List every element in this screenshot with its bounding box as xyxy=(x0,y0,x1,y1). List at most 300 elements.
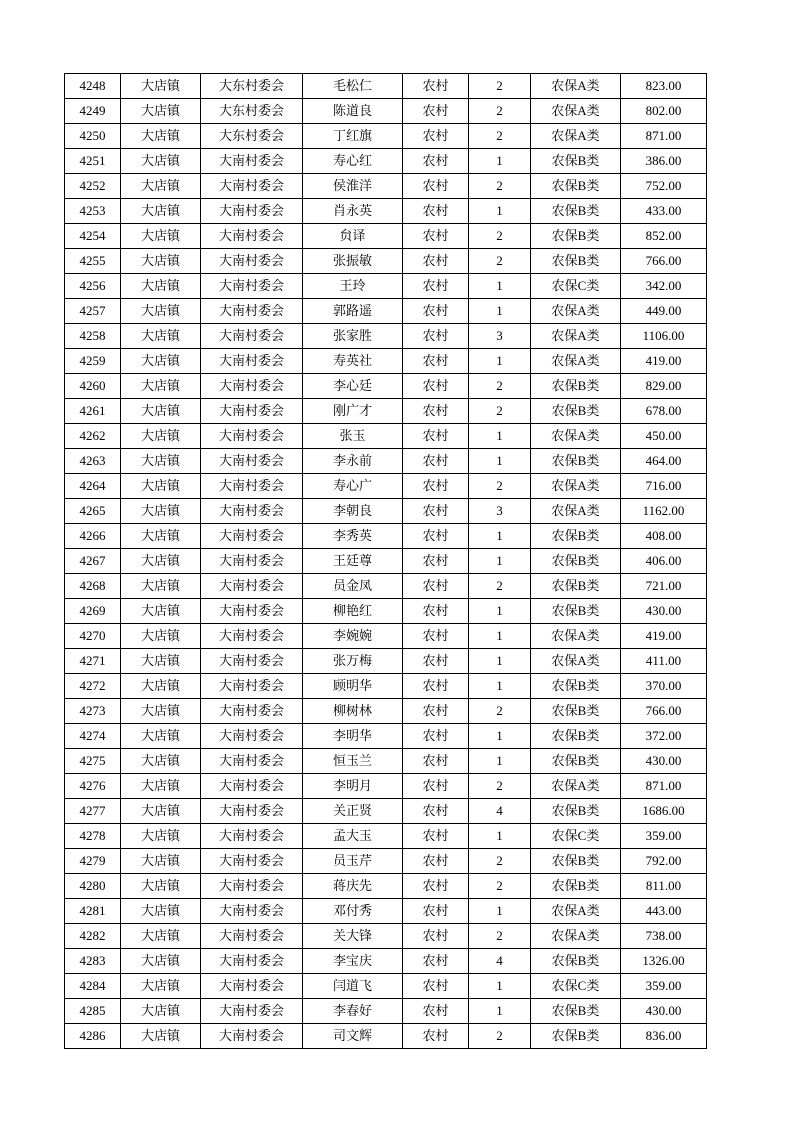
cell-residence-type: 农村 xyxy=(403,874,469,899)
cell-village-committee: 大南村委会 xyxy=(201,649,303,674)
cell-person-name: 王玲 xyxy=(303,274,403,299)
cell-insurance-class: 农保B类 xyxy=(531,874,621,899)
cell-insurance-class: 农保A类 xyxy=(531,324,621,349)
cell-person-count: 2 xyxy=(469,74,531,99)
cell-insurance-class: 农保B类 xyxy=(531,849,621,874)
table-row xyxy=(65,374,707,399)
cell-village-committee: 大南村委会 xyxy=(201,324,303,349)
cell-insurance-class: 农保B类 xyxy=(531,724,621,749)
cell-amount: 766.00 xyxy=(621,699,707,724)
table-row xyxy=(65,899,707,924)
table-row xyxy=(65,599,707,624)
cell-town: 大店镇 xyxy=(121,474,201,499)
cell-village-committee: 大南村委会 xyxy=(201,174,303,199)
cell-serial-number: 4270 xyxy=(65,624,121,649)
cell-amount: 372.00 xyxy=(621,724,707,749)
cell-town: 大店镇 xyxy=(121,74,201,99)
cell-insurance-class: 农保B类 xyxy=(531,374,621,399)
cell-amount: 721.00 xyxy=(621,574,707,599)
cell-amount: 738.00 xyxy=(621,924,707,949)
table-row xyxy=(65,974,707,999)
cell-amount: 359.00 xyxy=(621,824,707,849)
cell-serial-number: 4262 xyxy=(65,424,121,449)
cell-insurance-class: 农保B类 xyxy=(531,699,621,724)
cell-person-count: 2 xyxy=(469,224,531,249)
cell-insurance-class: 农保C类 xyxy=(531,824,621,849)
cell-amount: 792.00 xyxy=(621,849,707,874)
cell-town: 大店镇 xyxy=(121,749,201,774)
cell-town: 大店镇 xyxy=(121,674,201,699)
cell-residence-type: 农村 xyxy=(403,124,469,149)
cell-person-name: 刚广才 xyxy=(303,399,403,424)
cell-residence-type: 农村 xyxy=(403,299,469,324)
cell-serial-number: 4286 xyxy=(65,1024,121,1049)
cell-person-count: 1 xyxy=(469,274,531,299)
table-row xyxy=(65,674,707,699)
cell-residence-type: 农村 xyxy=(403,199,469,224)
cell-amount: 419.00 xyxy=(621,624,707,649)
cell-person-count: 1 xyxy=(469,999,531,1024)
cell-amount: 836.00 xyxy=(621,1024,707,1049)
cell-person-name: 张万梅 xyxy=(303,649,403,674)
cell-residence-type: 农村 xyxy=(403,374,469,399)
cell-town: 大店镇 xyxy=(121,574,201,599)
cell-person-name: 张玉 xyxy=(303,424,403,449)
cell-village-committee: 大南村委会 xyxy=(201,899,303,924)
cell-residence-type: 农村 xyxy=(403,524,469,549)
cell-amount: 871.00 xyxy=(621,124,707,149)
cell-amount: 752.00 xyxy=(621,174,707,199)
cell-serial-number: 4273 xyxy=(65,699,121,724)
table-row xyxy=(65,924,707,949)
cell-amount: 1106.00 xyxy=(621,324,707,349)
table-row xyxy=(65,99,707,124)
table-row xyxy=(65,299,707,324)
cell-village-committee: 大南村委会 xyxy=(201,574,303,599)
cell-person-name: 寿英社 xyxy=(303,349,403,374)
cell-serial-number: 4265 xyxy=(65,499,121,524)
cell-serial-number: 4283 xyxy=(65,949,121,974)
cell-insurance-class: 农保A类 xyxy=(531,349,621,374)
cell-residence-type: 农村 xyxy=(403,224,469,249)
table-row xyxy=(65,824,707,849)
cell-serial-number: 4268 xyxy=(65,574,121,599)
cell-amount: 678.00 xyxy=(621,399,707,424)
cell-town: 大店镇 xyxy=(121,1024,201,1049)
cell-person-name: 李宝庆 xyxy=(303,949,403,974)
cell-residence-type: 农村 xyxy=(403,399,469,424)
cell-amount: 406.00 xyxy=(621,549,707,574)
cell-residence-type: 农村 xyxy=(403,699,469,724)
table-row xyxy=(65,499,707,524)
cell-town: 大店镇 xyxy=(121,299,201,324)
cell-town: 大店镇 xyxy=(121,349,201,374)
cell-person-count: 1 xyxy=(469,674,531,699)
cell-town: 大店镇 xyxy=(121,724,201,749)
cell-amount: 766.00 xyxy=(621,249,707,274)
cell-person-name: 李明月 xyxy=(303,774,403,799)
cell-town: 大店镇 xyxy=(121,399,201,424)
cell-person-count: 2 xyxy=(469,399,531,424)
cell-residence-type: 农村 xyxy=(403,799,469,824)
cell-town: 大店镇 xyxy=(121,924,201,949)
cell-serial-number: 4253 xyxy=(65,199,121,224)
cell-amount: 823.00 xyxy=(621,74,707,99)
cell-person-name: 关正贤 xyxy=(303,799,403,824)
cell-village-committee: 大南村委会 xyxy=(201,399,303,424)
cell-person-name: 寿心红 xyxy=(303,149,403,174)
cell-serial-number: 4256 xyxy=(65,274,121,299)
cell-town: 大店镇 xyxy=(121,449,201,474)
cell-amount: 852.00 xyxy=(621,224,707,249)
cell-serial-number: 4272 xyxy=(65,674,121,699)
cell-village-committee: 大南村委会 xyxy=(201,149,303,174)
cell-insurance-class: 农保B类 xyxy=(531,399,621,424)
cell-person-count: 2 xyxy=(469,474,531,499)
cell-serial-number: 4263 xyxy=(65,449,121,474)
cell-person-name: 丁红旗 xyxy=(303,124,403,149)
cell-person-name: 郭路遥 xyxy=(303,299,403,324)
cell-amount: 430.00 xyxy=(621,599,707,624)
cell-amount: 449.00 xyxy=(621,299,707,324)
table-row xyxy=(65,399,707,424)
table-row xyxy=(65,174,707,199)
cell-serial-number: 4259 xyxy=(65,349,121,374)
cell-town: 大店镇 xyxy=(121,799,201,824)
cell-village-committee: 大南村委会 xyxy=(201,999,303,1024)
cell-person-name: 寿心广 xyxy=(303,474,403,499)
cell-amount: 359.00 xyxy=(621,974,707,999)
cell-amount: 443.00 xyxy=(621,899,707,924)
cell-person-name: 柳艳红 xyxy=(303,599,403,624)
cell-town: 大店镇 xyxy=(121,549,201,574)
cell-amount: 342.00 xyxy=(621,274,707,299)
cell-person-name: 员金凤 xyxy=(303,574,403,599)
cell-town: 大店镇 xyxy=(121,849,201,874)
table-row xyxy=(65,224,707,249)
cell-residence-type: 农村 xyxy=(403,774,469,799)
cell-amount: 386.00 xyxy=(621,149,707,174)
cell-insurance-class: 农保B类 xyxy=(531,174,621,199)
cell-village-committee: 大东村委会 xyxy=(201,99,303,124)
cell-person-name: 员玉芹 xyxy=(303,849,403,874)
cell-amount: 716.00 xyxy=(621,474,707,499)
cell-amount: 1326.00 xyxy=(621,949,707,974)
cell-amount: 1162.00 xyxy=(621,499,707,524)
cell-village-committee: 大南村委会 xyxy=(201,874,303,899)
table-row xyxy=(65,624,707,649)
cell-insurance-class: 农保A类 xyxy=(531,899,621,924)
cell-person-count: 2 xyxy=(469,874,531,899)
cell-person-name: 蒋庆先 xyxy=(303,874,403,899)
table-row xyxy=(65,724,707,749)
table-row xyxy=(65,524,707,549)
cell-village-committee: 大南村委会 xyxy=(201,199,303,224)
cell-residence-type: 农村 xyxy=(403,1024,469,1049)
cell-person-count: 1 xyxy=(469,724,531,749)
cell-amount: 419.00 xyxy=(621,349,707,374)
cell-person-count: 1 xyxy=(469,449,531,474)
cell-village-committee: 大南村委会 xyxy=(201,949,303,974)
cell-person-name: 李朝良 xyxy=(303,499,403,524)
cell-town: 大店镇 xyxy=(121,774,201,799)
cell-person-count: 3 xyxy=(469,499,531,524)
cell-person-name: 恒玉兰 xyxy=(303,749,403,774)
cell-person-name: 肖永英 xyxy=(303,199,403,224)
cell-serial-number: 4279 xyxy=(65,849,121,874)
cell-person-count: 4 xyxy=(469,949,531,974)
cell-amount: 829.00 xyxy=(621,374,707,399)
table-row xyxy=(65,749,707,774)
cell-person-name: 陈道良 xyxy=(303,99,403,124)
cell-person-name: 顾明华 xyxy=(303,674,403,699)
table-row xyxy=(65,649,707,674)
cell-person-count: 3 xyxy=(469,324,531,349)
table-row xyxy=(65,849,707,874)
cell-person-name: 李秀英 xyxy=(303,524,403,549)
cell-town: 大店镇 xyxy=(121,899,201,924)
cell-person-name: 王廷尊 xyxy=(303,549,403,574)
cell-village-committee: 大南村委会 xyxy=(201,374,303,399)
cell-town: 大店镇 xyxy=(121,499,201,524)
cell-person-count: 1 xyxy=(469,549,531,574)
cell-serial-number: 4257 xyxy=(65,299,121,324)
table-row xyxy=(65,424,707,449)
cell-insurance-class: 农保A类 xyxy=(531,424,621,449)
cell-village-committee: 大南村委会 xyxy=(201,474,303,499)
cell-village-committee: 大南村委会 xyxy=(201,924,303,949)
table-row xyxy=(65,474,707,499)
cell-serial-number: 4266 xyxy=(65,524,121,549)
cell-town: 大店镇 xyxy=(121,624,201,649)
cell-serial-number: 4282 xyxy=(65,924,121,949)
cell-village-committee: 大东村委会 xyxy=(201,74,303,99)
cell-village-committee: 大南村委会 xyxy=(201,674,303,699)
cell-insurance-class: 农保B类 xyxy=(531,1024,621,1049)
cell-insurance-class: 农保B类 xyxy=(531,999,621,1024)
cell-residence-type: 农村 xyxy=(403,574,469,599)
table-row xyxy=(65,949,707,974)
cell-village-committee: 大南村委会 xyxy=(201,299,303,324)
cell-serial-number: 4248 xyxy=(65,74,121,99)
cell-person-count: 2 xyxy=(469,374,531,399)
cell-person-count: 1 xyxy=(469,974,531,999)
cell-residence-type: 农村 xyxy=(403,99,469,124)
cell-insurance-class: 农保A类 xyxy=(531,499,621,524)
cell-residence-type: 农村 xyxy=(403,824,469,849)
cell-village-committee: 大南村委会 xyxy=(201,424,303,449)
cell-town: 大店镇 xyxy=(121,199,201,224)
cell-residence-type: 农村 xyxy=(403,999,469,1024)
cell-amount: 433.00 xyxy=(621,199,707,224)
cell-person-name: 司文辉 xyxy=(303,1024,403,1049)
cell-person-count: 1 xyxy=(469,824,531,849)
cell-person-name: 侯淮洋 xyxy=(303,174,403,199)
cell-person-count: 1 xyxy=(469,749,531,774)
cell-town: 大店镇 xyxy=(121,274,201,299)
cell-town: 大店镇 xyxy=(121,174,201,199)
cell-serial-number: 4281 xyxy=(65,899,121,924)
cell-serial-number: 4258 xyxy=(65,324,121,349)
cell-village-committee: 大南村委会 xyxy=(201,799,303,824)
cell-insurance-class: 农保B类 xyxy=(531,599,621,624)
cell-residence-type: 农村 xyxy=(403,324,469,349)
cell-town: 大店镇 xyxy=(121,874,201,899)
cell-village-committee: 大南村委会 xyxy=(201,849,303,874)
table-body xyxy=(65,74,707,1049)
cell-serial-number: 4261 xyxy=(65,399,121,424)
cell-insurance-class: 农保C类 xyxy=(531,274,621,299)
cell-town: 大店镇 xyxy=(121,424,201,449)
table-row xyxy=(65,274,707,299)
cell-person-name: 李明华 xyxy=(303,724,403,749)
cell-residence-type: 农村 xyxy=(403,174,469,199)
cell-town: 大店镇 xyxy=(121,224,201,249)
cell-amount: 411.00 xyxy=(621,649,707,674)
cell-residence-type: 农村 xyxy=(403,974,469,999)
cell-amount: 408.00 xyxy=(621,524,707,549)
cell-insurance-class: 农保A类 xyxy=(531,74,621,99)
cell-person-count: 2 xyxy=(469,699,531,724)
cell-residence-type: 农村 xyxy=(403,724,469,749)
cell-person-name: 关大锋 xyxy=(303,924,403,949)
cell-residence-type: 农村 xyxy=(403,149,469,174)
cell-residence-type: 农村 xyxy=(403,749,469,774)
cell-person-count: 1 xyxy=(469,199,531,224)
cell-residence-type: 农村 xyxy=(403,624,469,649)
cell-serial-number: 4277 xyxy=(65,799,121,824)
cell-serial-number: 4252 xyxy=(65,174,121,199)
cell-village-committee: 大南村委会 xyxy=(201,449,303,474)
cell-residence-type: 农村 xyxy=(403,449,469,474)
table-row xyxy=(65,799,707,824)
cell-person-count: 1 xyxy=(469,524,531,549)
cell-insurance-class: 农保A类 xyxy=(531,299,621,324)
cell-person-name: 李婉婉 xyxy=(303,624,403,649)
cell-amount: 1686.00 xyxy=(621,799,707,824)
cell-insurance-class: 农保A类 xyxy=(531,924,621,949)
cell-serial-number: 4260 xyxy=(65,374,121,399)
cell-town: 大店镇 xyxy=(121,249,201,274)
cell-town: 大店镇 xyxy=(121,974,201,999)
cell-serial-number: 4254 xyxy=(65,224,121,249)
cell-person-count: 1 xyxy=(469,899,531,924)
cell-village-committee: 大南村委会 xyxy=(201,599,303,624)
cell-serial-number: 4280 xyxy=(65,874,121,899)
table-row xyxy=(65,324,707,349)
cell-town: 大店镇 xyxy=(121,649,201,674)
cell-residence-type: 农村 xyxy=(403,899,469,924)
cell-person-count: 1 xyxy=(469,599,531,624)
cell-residence-type: 农村 xyxy=(403,599,469,624)
cell-village-committee: 大南村委会 xyxy=(201,824,303,849)
cell-person-name: 闫道飞 xyxy=(303,974,403,999)
cell-insurance-class: 农保A类 xyxy=(531,474,621,499)
cell-village-committee: 大南村委会 xyxy=(201,349,303,374)
cell-town: 大店镇 xyxy=(121,99,201,124)
cell-serial-number: 4276 xyxy=(65,774,121,799)
cell-person-count: 1 xyxy=(469,649,531,674)
cell-insurance-class: 农保B类 xyxy=(531,749,621,774)
table-row xyxy=(65,249,707,274)
cell-residence-type: 农村 xyxy=(403,949,469,974)
cell-residence-type: 农村 xyxy=(403,74,469,99)
cell-town: 大店镇 xyxy=(121,999,201,1024)
cell-village-committee: 大南村委会 xyxy=(201,1024,303,1049)
cell-residence-type: 农村 xyxy=(403,424,469,449)
cell-residence-type: 农村 xyxy=(403,649,469,674)
cell-serial-number: 4274 xyxy=(65,724,121,749)
cell-insurance-class: 农保B类 xyxy=(531,449,621,474)
cell-village-committee: 大南村委会 xyxy=(201,974,303,999)
cell-residence-type: 农村 xyxy=(403,674,469,699)
table-row xyxy=(65,1024,707,1049)
cell-residence-type: 农村 xyxy=(403,924,469,949)
cell-amount: 464.00 xyxy=(621,449,707,474)
cell-serial-number: 4285 xyxy=(65,999,121,1024)
cell-person-name: 李春好 xyxy=(303,999,403,1024)
cell-village-committee: 大南村委会 xyxy=(201,249,303,274)
cell-person-count: 2 xyxy=(469,124,531,149)
cell-person-name: 李心廷 xyxy=(303,374,403,399)
cell-person-name: 毛松仁 xyxy=(303,74,403,99)
table-row xyxy=(65,199,707,224)
cell-serial-number: 4267 xyxy=(65,549,121,574)
cell-insurance-class: 农保A类 xyxy=(531,124,621,149)
cell-person-count: 2 xyxy=(469,174,531,199)
cell-amount: 450.00 xyxy=(621,424,707,449)
cell-residence-type: 农村 xyxy=(403,474,469,499)
cell-insurance-class: 农保A类 xyxy=(531,624,621,649)
cell-person-name: 柳树林 xyxy=(303,699,403,724)
cell-serial-number: 4251 xyxy=(65,149,121,174)
cell-person-count: 1 xyxy=(469,349,531,374)
cell-serial-number: 4255 xyxy=(65,249,121,274)
cell-amount: 802.00 xyxy=(621,99,707,124)
cell-serial-number: 4269 xyxy=(65,599,121,624)
cell-village-committee: 大南村委会 xyxy=(201,774,303,799)
cell-person-count: 2 xyxy=(469,249,531,274)
cell-serial-number: 4275 xyxy=(65,749,121,774)
payment-roster-table xyxy=(64,73,707,1049)
cell-village-committee: 大南村委会 xyxy=(201,549,303,574)
cell-village-committee: 大南村委会 xyxy=(201,224,303,249)
cell-amount: 871.00 xyxy=(621,774,707,799)
cell-person-count: 2 xyxy=(469,849,531,874)
table-row xyxy=(65,149,707,174)
cell-village-committee: 大南村委会 xyxy=(201,524,303,549)
table-row xyxy=(65,999,707,1024)
cell-insurance-class: 农保B类 xyxy=(531,799,621,824)
cell-person-name: 张家胜 xyxy=(303,324,403,349)
table-row xyxy=(65,349,707,374)
cell-town: 大店镇 xyxy=(121,949,201,974)
cell-amount: 430.00 xyxy=(621,749,707,774)
cell-person-count: 2 xyxy=(469,774,531,799)
cell-person-name: 邓付秀 xyxy=(303,899,403,924)
cell-village-committee: 大东村委会 xyxy=(201,124,303,149)
cell-person-name: 贠译 xyxy=(303,224,403,249)
cell-person-count: 1 xyxy=(469,624,531,649)
cell-insurance-class: 农保A类 xyxy=(531,774,621,799)
cell-village-committee: 大南村委会 xyxy=(201,724,303,749)
cell-residence-type: 农村 xyxy=(403,349,469,374)
cell-town: 大店镇 xyxy=(121,324,201,349)
cell-person-count: 2 xyxy=(469,1024,531,1049)
cell-insurance-class: 农保B类 xyxy=(531,949,621,974)
cell-serial-number: 4278 xyxy=(65,824,121,849)
cell-person-count: 4 xyxy=(469,799,531,824)
